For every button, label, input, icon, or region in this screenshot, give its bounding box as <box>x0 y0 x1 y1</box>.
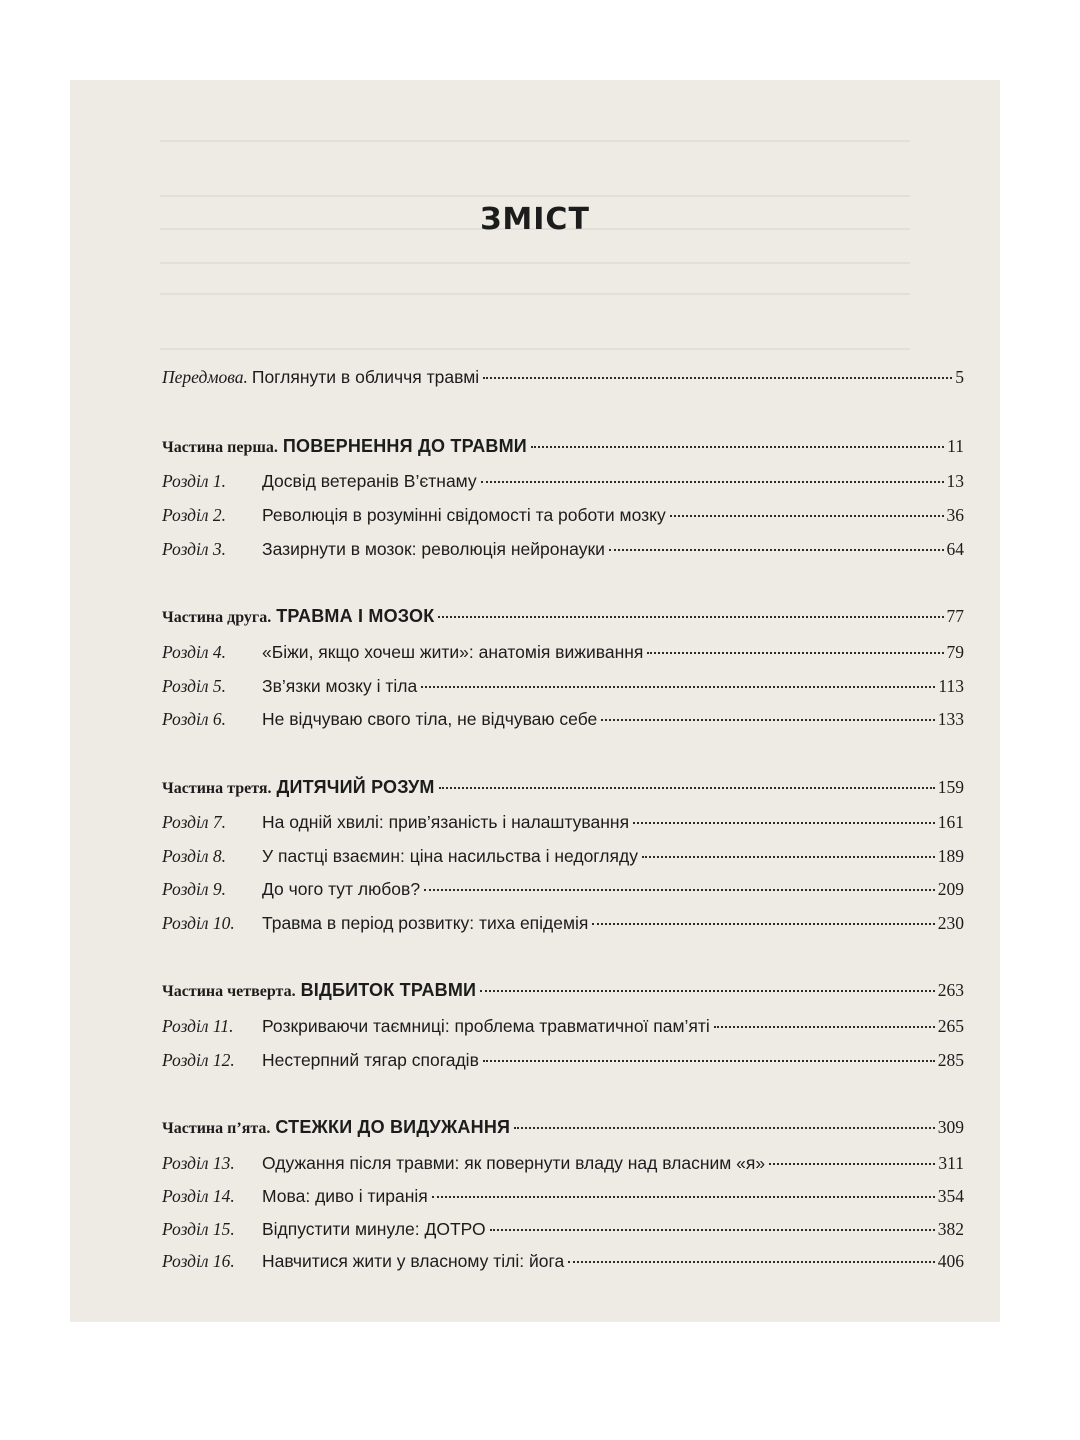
chapter-title: Відпустити минуле: ДОТРО <box>262 1219 486 1239</box>
preface-label: Передмова. <box>162 367 248 387</box>
page-number: 285 <box>937 1050 964 1070</box>
chapter-label: Розділ 7. <box>162 812 227 832</box>
page-number: 64 <box>946 539 964 559</box>
chapter-title: Досвід ветеранів В’єтнаму <box>262 471 477 491</box>
toc-part-4[interactable] <box>162 979 964 1003</box>
dot-leader <box>439 787 935 789</box>
chapter-title: Зазирнути в мозок: революція нейронауки <box>262 539 605 559</box>
toc-part-2[interactable] <box>162 605 964 629</box>
page-number: 189 <box>937 846 964 866</box>
page-number: 230 <box>937 913 964 933</box>
dot-leader <box>531 446 944 448</box>
toc-chapter-10[interactable] <box>162 912 964 934</box>
page-number: 161 <box>937 812 964 832</box>
dot-leader <box>609 549 944 551</box>
part-title: ВІДБИТОК ТРАВМИ <box>300 980 477 1000</box>
toc-chapter-8[interactable] <box>162 845 964 867</box>
toc-chapter-11[interactable] <box>162 1015 964 1037</box>
dot-leader <box>670 515 944 517</box>
chapter-title: «Біжи, якщо хочеш жити»: анатомія виживання <box>262 642 644 662</box>
dot-leader <box>601 719 934 721</box>
page-number: 133 <box>937 709 964 729</box>
chapter-label: Розділ 8. <box>162 846 227 866</box>
toc-chapter-4[interactable] <box>162 641 964 663</box>
toc-chapter-12[interactable] <box>162 1049 964 1071</box>
chapter-label: Розділ 15. <box>162 1219 235 1239</box>
page-title: ЗМІСТ <box>480 202 590 237</box>
dot-leader <box>421 686 935 688</box>
dot-leader <box>483 377 952 379</box>
toc-part-5[interactable] <box>162 1116 964 1140</box>
chapter-title: Зв’язки мозку і тіла <box>262 676 418 696</box>
part-label: Частина п’ята. <box>162 1120 271 1137</box>
chapter-title: Навчитися жити у власному тілі: йога <box>262 1251 565 1271</box>
page-number: 36 <box>946 505 964 525</box>
chapter-label: Розділ 12. <box>162 1050 235 1070</box>
part-title: ПОВЕРНЕННЯ ДО ТРАВМИ <box>282 436 527 456</box>
preface-title: Поглянути в обличчя травмі <box>251 367 480 387</box>
toc-chapter-1[interactable] <box>162 470 964 492</box>
toc-part-3[interactable] <box>162 776 964 800</box>
chapter-label: Розділ 13. <box>162 1153 235 1173</box>
dot-leader <box>438 616 943 618</box>
chapter-label: Розділ 14. <box>162 1186 235 1206</box>
part-label: Частина перша. <box>162 439 278 456</box>
dot-leader <box>647 652 943 654</box>
chapter-title: У пастці взаємин: ціна насильства і недогляду <box>262 846 638 866</box>
toc-chapter-13[interactable] <box>162 1152 964 1174</box>
toc-entry-preface[interactable] <box>162 366 964 388</box>
page-number: 5 <box>955 367 964 387</box>
page-number: 265 <box>937 1016 964 1036</box>
page-number: 354 <box>937 1186 964 1206</box>
toc-chapter-3[interactable] <box>162 538 964 560</box>
dot-leader <box>514 1127 935 1129</box>
chapter-label: Розділ 9. <box>162 879 227 899</box>
part-label: Частина третя. <box>162 780 272 797</box>
part-title: СТЕЖКИ ДО ВИДУЖАННЯ <box>275 1117 511 1137</box>
page-number: 11 <box>947 436 964 456</box>
toc-chapter-14[interactable] <box>162 1185 964 1207</box>
chapter-title: Одужання після травми: як повернути владу над власним «я» <box>262 1153 766 1173</box>
chapter-label: Розділ 10. <box>162 913 235 933</box>
chapter-title: Нестерпний тягар спогадів <box>262 1050 479 1070</box>
page-number: 209 <box>937 879 964 899</box>
page-number: 311 <box>938 1153 964 1173</box>
toc-chapter-5[interactable] <box>162 675 964 697</box>
page-number: 309 <box>937 1117 964 1137</box>
chapter-title: Травма в період розвитку: тиха епідемія <box>262 913 589 933</box>
dot-leader <box>642 856 935 858</box>
toc-chapter-7[interactable] <box>162 811 964 833</box>
chapter-label: Розділ 5. <box>162 676 227 696</box>
chapter-title: Не відчуваю свого тіла, не відчуваю себе <box>262 709 598 729</box>
dot-leader <box>490 1229 935 1231</box>
toc-part-1[interactable] <box>162 435 964 459</box>
part-title: ДИТЯЧИЙ РОЗУМ <box>276 777 435 797</box>
chapter-label: Розділ 1. <box>162 471 227 491</box>
dot-leader <box>633 822 935 824</box>
page-number: 382 <box>937 1219 964 1239</box>
chapter-title: Революція в розумінні свідомості та роботи мозку <box>262 505 666 525</box>
dot-leader <box>592 923 934 925</box>
page-number: 77 <box>946 606 964 626</box>
chapter-label: Розділ 3. <box>162 539 227 559</box>
page-number: 406 <box>937 1251 964 1271</box>
chapter-title: До чого тут любов? <box>262 879 421 899</box>
chapter-label: Розділ 6. <box>162 709 227 729</box>
dot-leader <box>481 481 944 483</box>
chapter-label: Розділ 4. <box>162 642 227 662</box>
chapter-title: Розкриваючи таємниці: проблема травматичної пам’яті <box>262 1016 710 1036</box>
page-number: 159 <box>937 777 964 797</box>
toc-chapter-6[interactable] <box>162 708 964 730</box>
toc-chapter-15[interactable] <box>162 1218 964 1240</box>
part-title: ТРАВМА І МОЗОК <box>276 606 435 626</box>
chapter-label: Розділ 11. <box>162 1016 234 1036</box>
toc-chapter-16[interactable] <box>162 1250 964 1272</box>
page-number: 13 <box>946 471 964 491</box>
dot-leader <box>480 990 935 992</box>
page-number: 79 <box>946 642 964 662</box>
toc-chapter-9[interactable] <box>162 878 964 900</box>
chapter-title: На одній хвилі: прив’язаність і налаштування <box>262 812 630 832</box>
chapter-title: Мова: диво і тиранія <box>262 1186 428 1206</box>
toc-chapter-2[interactable] <box>162 504 964 526</box>
page-number: 113 <box>938 676 964 696</box>
dot-leader <box>714 1026 935 1028</box>
part-label: Частина четверта. <box>162 983 296 1000</box>
dot-leader <box>432 1196 935 1198</box>
page-number: 263 <box>937 980 964 1000</box>
book-page <box>70 80 1000 1322</box>
chapter-label: Розділ 16. <box>162 1251 235 1271</box>
dot-leader <box>568 1261 935 1263</box>
dot-leader <box>769 1163 935 1165</box>
part-label: Частина друга. <box>162 609 272 626</box>
chapter-label: Розділ 2. <box>162 505 227 525</box>
dot-leader <box>424 889 935 891</box>
dot-leader <box>483 1060 935 1062</box>
